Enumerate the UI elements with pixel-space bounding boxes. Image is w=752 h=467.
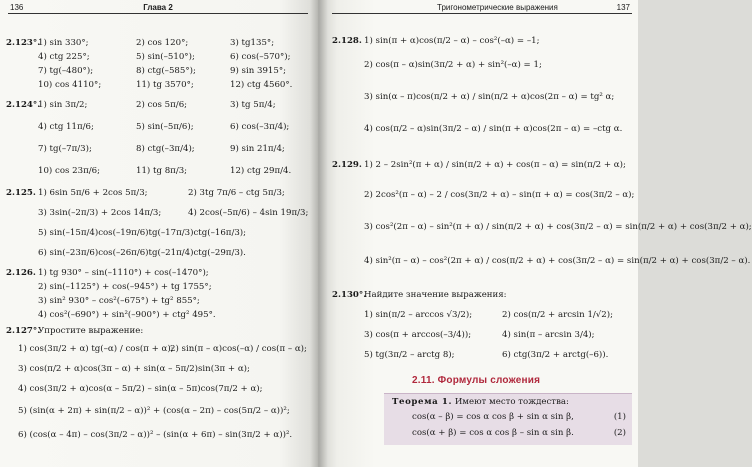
problem-line: 4) ctg 11π/6; 5) sin(–5π/6); 6) cos(–3π/4); [38, 122, 290, 132]
formula-number-1: (1) [613, 412, 626, 422]
left-page [0, 0, 318, 467]
problem-line: 3) cos²(2π – α) – sin²(π + α) / sin(π/2 + α) + cos(3π/2 – α) = sin(π/2 + α) + cos(3π/2 + α); [364, 222, 752, 232]
problem-line: 4) sin²(π – α) – cos²(2π + α) / cos(π/2 + α) + cos(3π/2 – α) = sin(π/2 + α) + cos(3π/2 – α). [364, 256, 751, 266]
problem-line: 3) sin(α – π)cos(π/2 + α) / sin(π/2 + α)cos(2π – α) = tg² α; [364, 92, 615, 102]
problem-line: 4) cos²(–690°) + sin²(–900°) + ctg² 495°. [38, 310, 216, 320]
problem-line: 2) 2cos²(π – α) – 2 / cos(3π/2 + α) – sin(π + α) = cos(3π/2 – α); [364, 190, 635, 200]
problem-line: 6) (cos(α – 4π) – cos(3π/2 – α))² – (sin(α + 6π) – sin(3π/2 + α))². [18, 430, 293, 440]
book-gutter-shadow [310, 0, 328, 467]
problem-line: 3) cos(π + arccos(–3/4)); 4) sin(π – arcsin 3/4); [364, 330, 595, 340]
problem-line: 3) 3sin(–2π/3) + 2cos 14π/3; 4) 2cos(–5π/6) – 4sin 19π/3; [38, 208, 309, 218]
problem-line: 1) cos(3π/2 + α) tg(–α) / cos(π + α); 2) sin(π – α)cos(–α) / cos(π – α); [18, 344, 307, 354]
section-header: Тригонометрические выражения [437, 3, 558, 12]
problem-line: 1) sin(π/2 – arccos √3/2); 2) cos(π/2 + arcsin 1/√2); [364, 310, 614, 320]
problem-line: 2.127°. Упростите выражение: [6, 326, 144, 336]
section-title: 2.11. Формулы сложения [412, 375, 541, 386]
problem-line: 2.130°. Найдите значение выражения: [332, 290, 507, 300]
formula-2: cos(α + β) = cos α cos β – sin α sin β. [412, 428, 574, 438]
problem-line: 5) sin(–15π/4)cos(–19π/6)tg(–17π/3)ctg(–16π/3); [38, 228, 247, 238]
problem-line: 5) tg(3π/2 – arctg 8); 6) ctg(3π/2 + arctg(–6)). [364, 350, 609, 360]
problem-line: 4) ctg 225°; 5) sin(–510°); 6) cos(–570°); [38, 52, 291, 62]
problem-line: 3) cos(π/2 + α)cos(3π – α) + sin(α – 5π/2)sin(3π + α); [18, 364, 250, 374]
problem-line: 2.124°. 1) sin 3π/2; 2) cos 5π/6; 3) tg 5π/4; [6, 100, 276, 110]
problem-line: 10) cos 4110°; 11) tg 3570°; 12) ctg 4560°. [38, 80, 293, 90]
problem-line: 2) cos(π – α)sin(3π/2 + α) + sin²(–α) = 1; [364, 60, 542, 70]
chapter-title: Глава 2 [143, 3, 173, 12]
problem-line: 2.123°. 1) sin 330°; 2) cos 120°; 3) tg135°; [6, 38, 275, 48]
formula-1: cos(α – β) = cos α cos β + sin α sin β, [412, 412, 574, 422]
theorem-box [384, 393, 632, 445]
problem-line: 5) (sin(α + 2π) + sin(π/2 – α))² + (cos(α – 2π) – cos(5π/2 – α))²; [18, 406, 290, 416]
problem-line: 4) cos(3π/2 + α)cos(α – 5π/2) – sin(α – 5π)cos(7π/2 + α); [18, 384, 263, 394]
problem-line: 10) cos 23π/6; 11) tg 8π/3; 12) ctg 29π/4. [38, 166, 292, 176]
problem-line: 2) sin(–1125°) + cos(–945°) + tg 1755°; [38, 282, 212, 292]
problem-line: 2.126. 1) tg 930° – sin(–1110°) + cos(–1470°); [6, 268, 209, 278]
problem-line: 4) cos(π/2 – α)sin(3π/2 – α) / sin(π + α)cos(2π – α) = –ctg α. [364, 124, 623, 134]
problem-line: 7) tg(–7π/3); 8) ctg(–3π/4); 9) sin 21π/4; [38, 144, 285, 154]
left-page-header [8, 2, 308, 14]
problem-line: 6) sin(–23π/6)cos(–26π/6)tg(–21π/4)ctg(–29π/3). [38, 248, 246, 258]
page-number: 136 [10, 3, 24, 12]
problem-line: 2.128. 1) sin(π + α)cos(π/2 – α) – cos²(–α) = –1; [332, 36, 540, 46]
problem-line: 3) sin² 930° – cos²(–675°) + tg² 855°; [38, 296, 200, 306]
theorem-title: Теорема 1. Имеют место тождества: [392, 397, 569, 407]
right-page-header [332, 2, 632, 14]
formula-number-2: (2) [613, 428, 626, 438]
problem-line: 2.125. 1) 6sin 5π/6 + 2cos 5π/3; 2) 3tg 7π/6 – ctg 5π/3; [6, 188, 285, 198]
problem-line: 2.129. 1) 2 – 2sin²(π + α) / sin(π/2 + α) + cos(π – α) = sin(π/2 + α); [332, 160, 626, 170]
right-page [318, 0, 752, 467]
problem-line: 7) tg(–480°); 8) ctg(–585°); 9) sin 3915°; [38, 66, 287, 76]
page-number: 137 [616, 3, 630, 12]
